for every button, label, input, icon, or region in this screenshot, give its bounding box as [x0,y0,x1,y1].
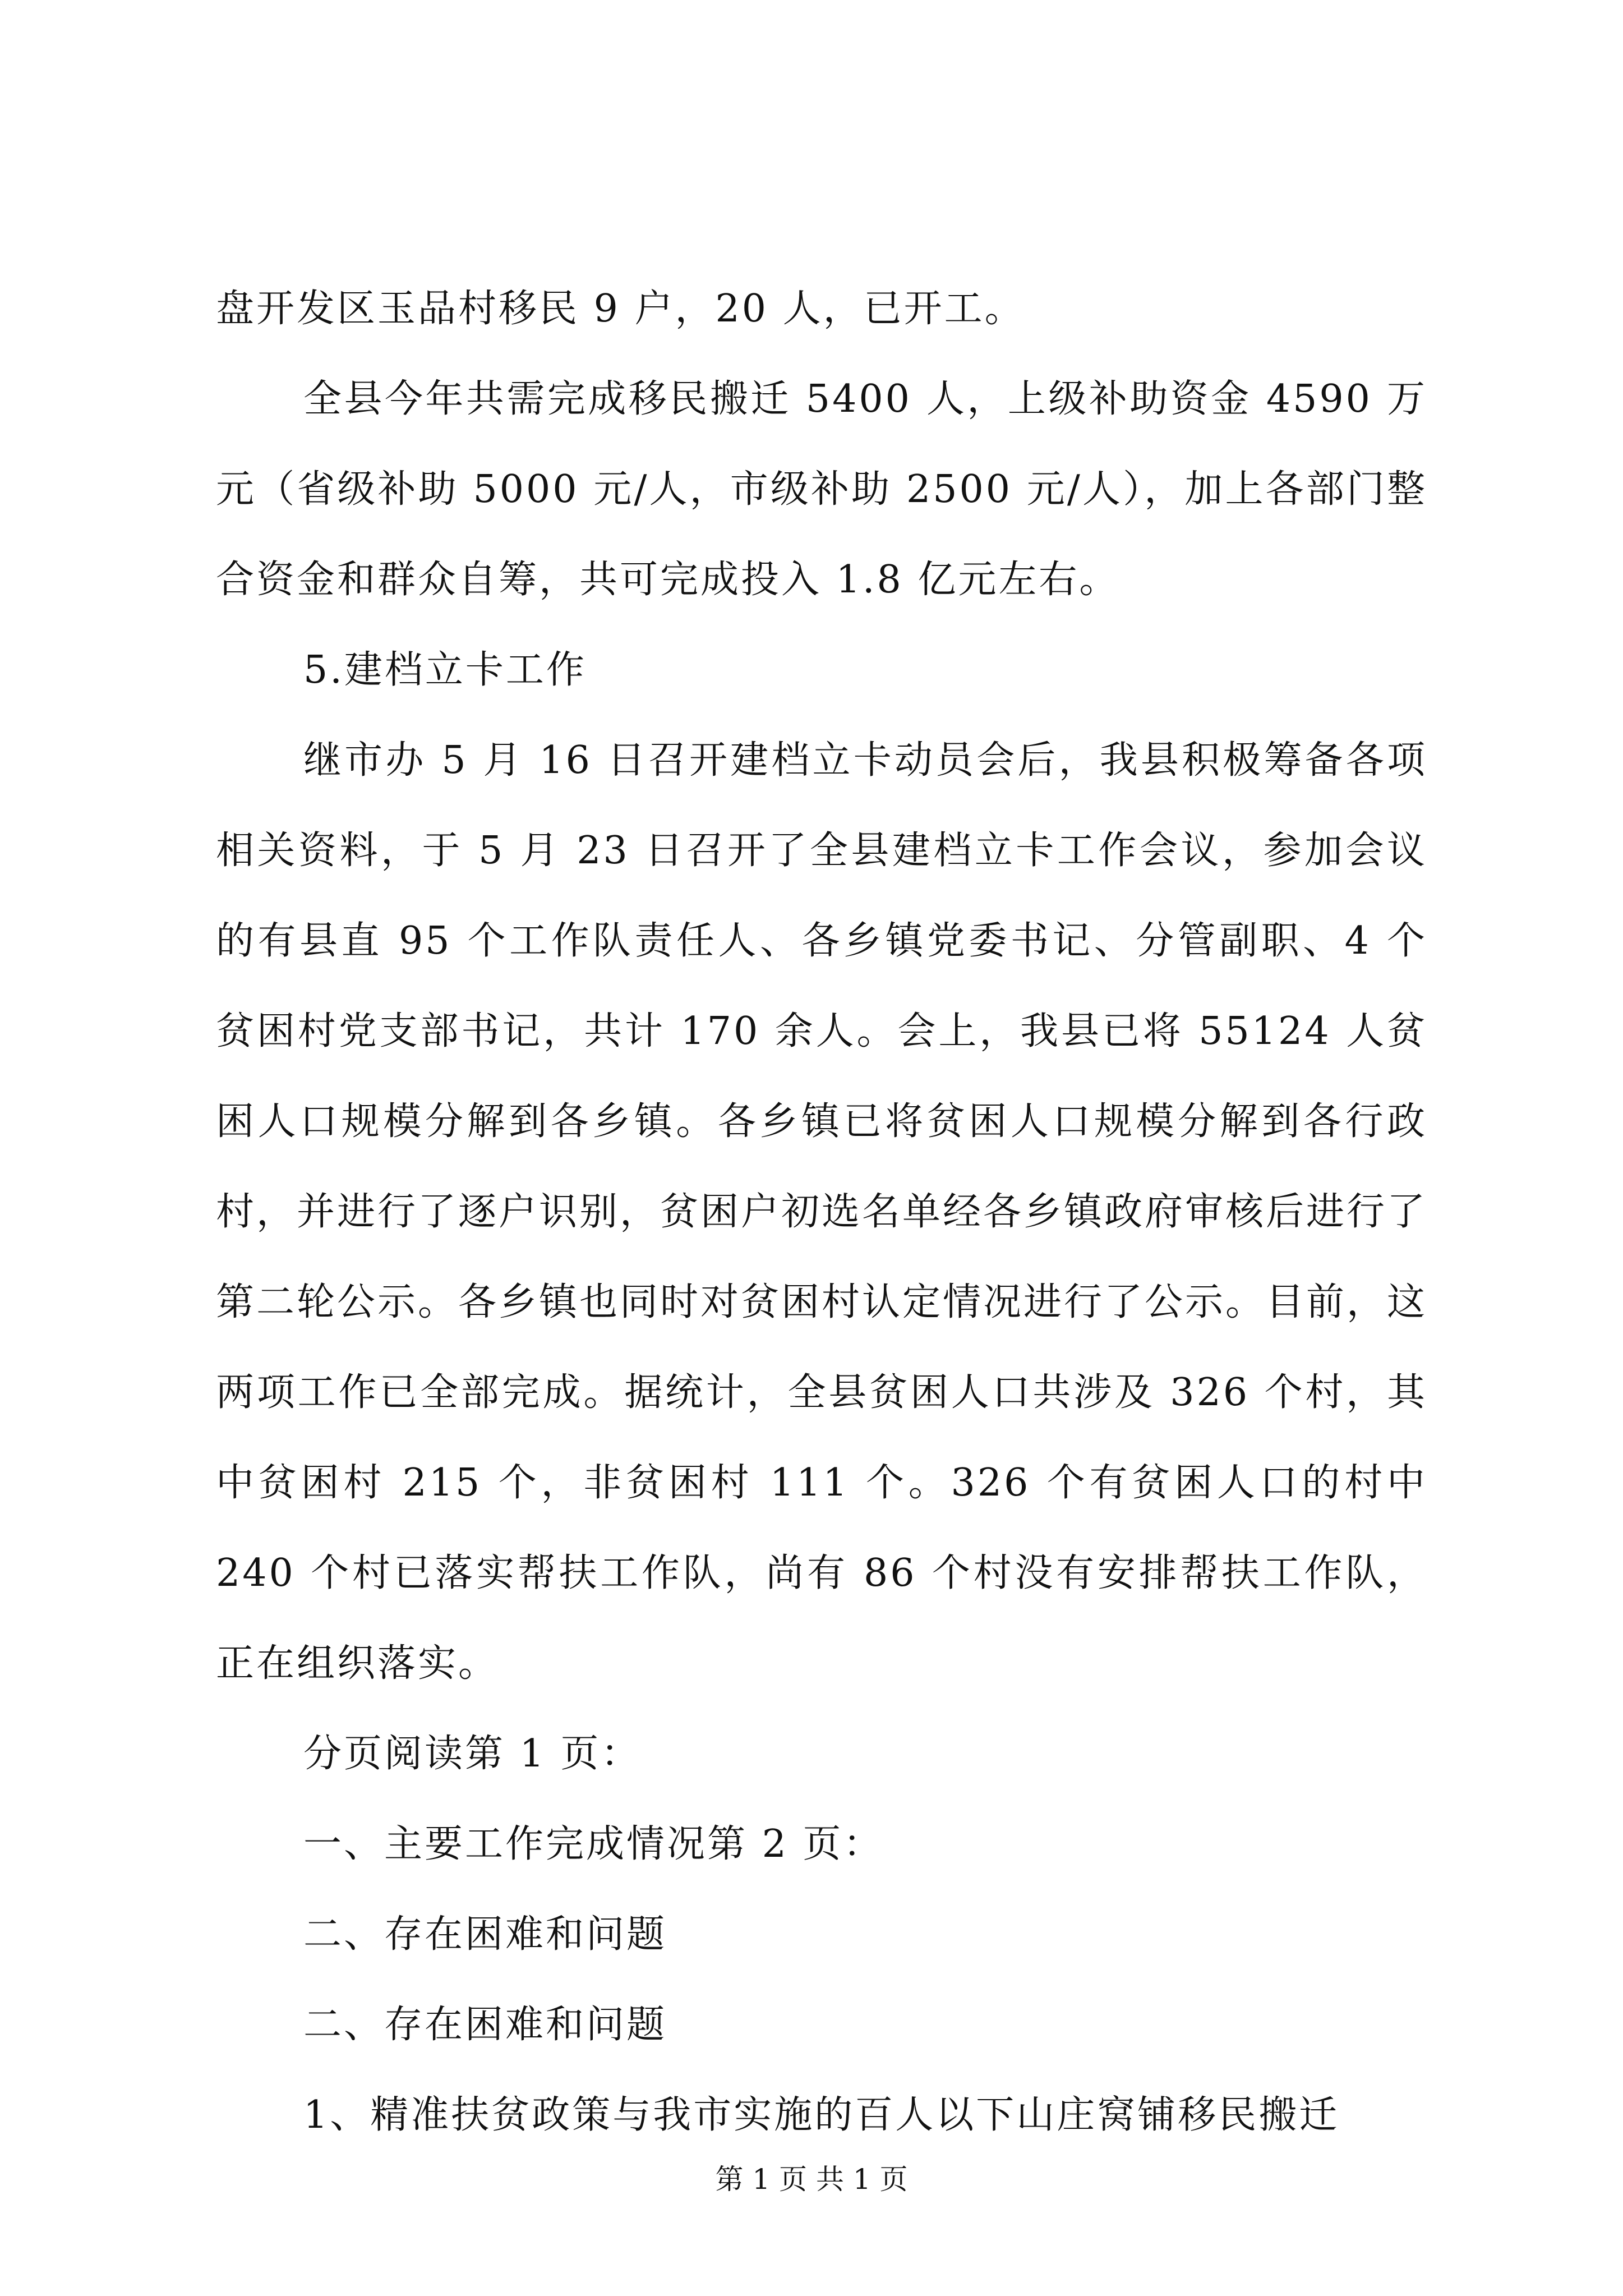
section-heading-difficulties-repeat: 二、存在困难和问题 [303,2003,667,2047]
paragraph-resettlement-funding: 全县今年共需完成移民搬迁 5400 人，上级补助资金 4590 万元（省级补助 5000 元/人，市级补助 2500 元/人），加上各部门整合资金和群众自筹，共可完成投入 1.8 亿元左右。 [216,377,1427,602]
paragraph-resettlement-tail: 盘开发区玉品村移民 9 户，20 人，已开工。 [216,287,1025,331]
paragraph-difficulty-1: 1、精准扶贫政策与我市实施的百人以下山庄窝铺移民搬迁 [303,2093,1340,2137]
paragraph-archiving-work: 继市办 5 月 16 日召开建档立卡动员会后，我县积极筹备各项相关资料，于 5 月 23 日召开了全县建档立卡工作会议，参加会议的有县直 95 个工作队责任人、各乡镇党委书记、分管副职、4 个贫困村党支部书记，共计 170 余人。会上，我县已将 55124 人贫困人口规模分解到各乡镇。各乡镇已将贫困人口规模分解到各行政村，并进行了逐户识别，贫困户初选名单经各乡镇政府审核后进行了第二轮公示。各乡镇也同时对贫困村认定情况进行了公示。目前，这两项工作已全部完成。据统计，全县贫困人口共涉及 326 个村，其中贫困村 215 个，非贫困村 111 个。326 个有贫困人口的村中 240 个村已落实帮扶工作队，尚有 86 个村没有安排帮扶工作队，正在组织落实。 [216,738,1428,1686]
section-heading-archiving: 5.建档立卡工作 [303,648,587,692]
section-heading-difficulties: 二、存在困难和问题 [303,1912,667,1957]
pagination-line-page-2: 一、主要工作完成情况第 2 页： [303,1822,884,1866]
page-footer: 第 1 页 共 1 页 [715,2163,908,2196]
document-body [216,264,1427,2160]
pagination-line-page-1: 分页阅读第 1 页： [303,1732,642,1776]
